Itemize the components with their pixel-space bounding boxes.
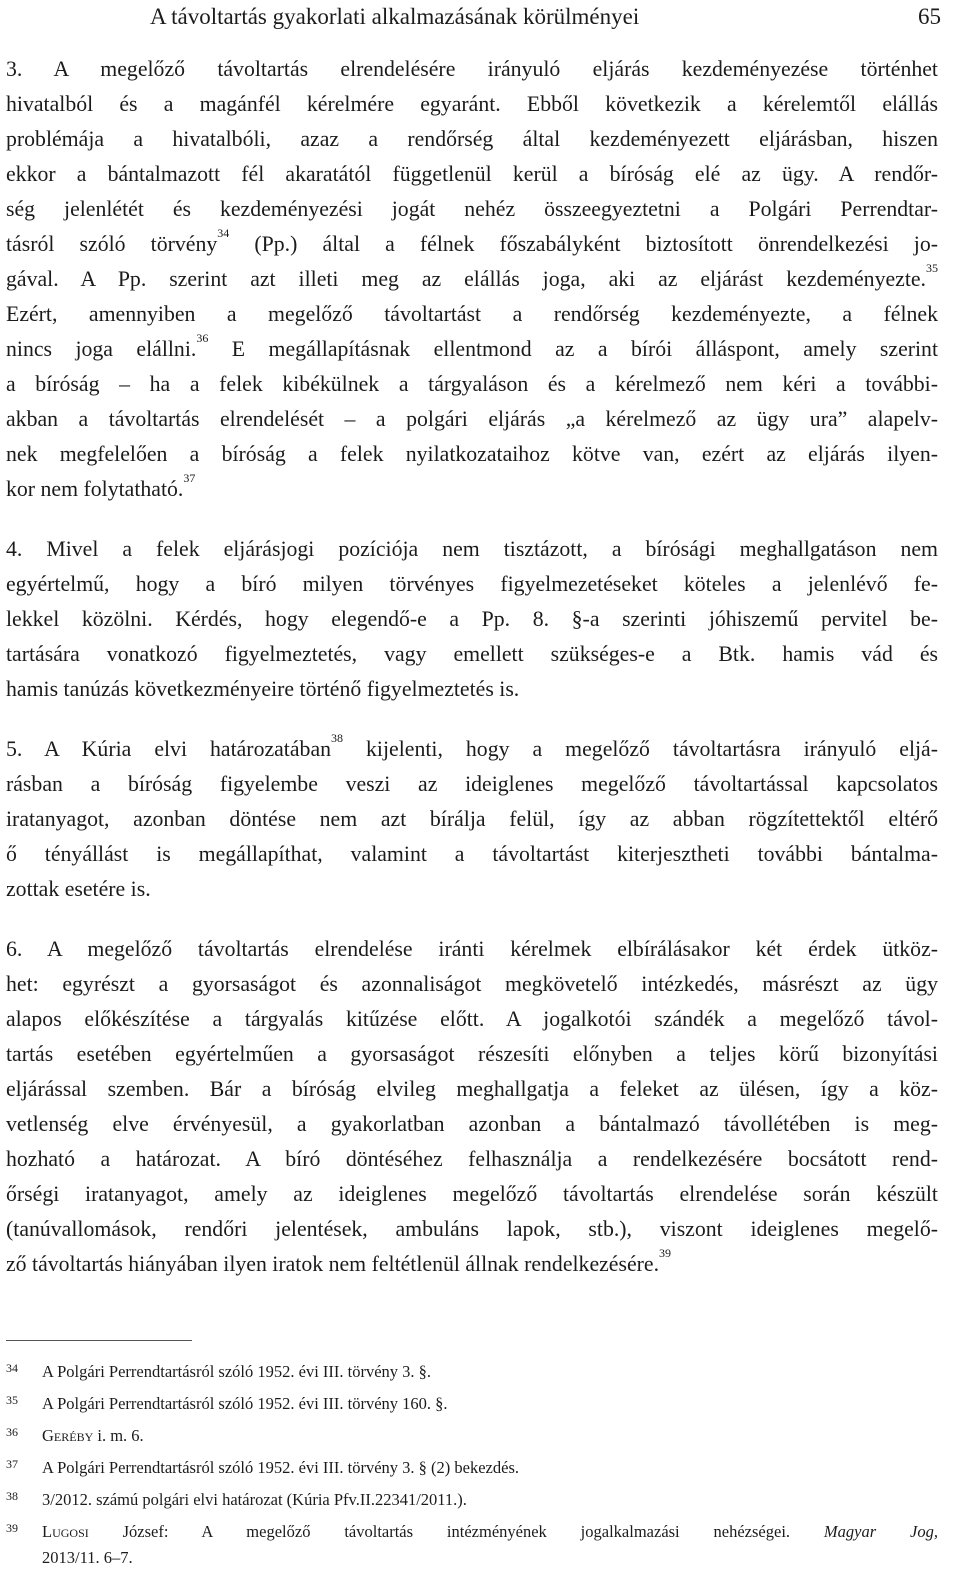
journal-title: Magyar Jog, — [823, 1522, 938, 1541]
footnote-text-span: József: A megelőző távoltartás intézményének jogalkalmazási nehézségei. — [88, 1522, 791, 1541]
text-line: (tanúvallomások, rendőri jelentések, ambuláns lapok, stb.), viszont ideiglenes megelő- — [6, 1217, 938, 1241]
footnote-number: 34 — [6, 1361, 18, 1375]
footnote-text: A Polgári Perrendtartásról szóló 1952. évi III. törvény 3. § (2) bekezdés. — [42, 1458, 519, 1477]
footnote — [6, 1424, 938, 1448]
footnote-separator — [6, 1340, 192, 1341]
text-span: kijelenti, hogy a megelőző távoltartásra irányuló eljá- — [366, 737, 938, 761]
footnote-ref[interactable]: 36 — [196, 331, 209, 345]
page-number: 65 — [918, 4, 941, 29]
footnote — [6, 1392, 938, 1416]
text-span: E megállapításnak ellentmond az a bírói álláspont, amely szerint — [231, 337, 939, 361]
running-title: A távoltartás gyakorlati alkalmazásának körülményei — [150, 4, 640, 29]
text-span: 5. A Kúria elvi határozatában — [6, 737, 332, 761]
footnote — [6, 1360, 938, 1384]
footnote-continuation — [6, 1546, 938, 1570]
footnote-author: Geréby — [42, 1426, 94, 1445]
text-line: problémája a hivatalbóli, azaz a rendőrség által kezdeményezett eljárásban, hiszen — [6, 127, 938, 151]
footnote-number: 35 — [6, 1393, 18, 1407]
text-line: het: egyrészt a gyorsaságot és azonnaliságot megkövetelő intézkedés, másrészt az ügy — [6, 972, 938, 996]
text-line: tartására vonatkozó figyelmeztetés, vagy emellett szükséges-e a Btk. hamis vád és — [6, 642, 938, 666]
text-span: kor nem folytatható. — [6, 477, 184, 501]
text-line: vetlenség elve érvényesül, a gyakorlatban azonban a bántalmazó távollétében is meg- — [6, 1112, 938, 1136]
footnote-number: 39 — [6, 1521, 18, 1535]
footnote-ref[interactable]: 39 — [659, 1246, 672, 1260]
footnote — [6, 1456, 938, 1480]
footnote-text: A Polgári Perrendtartásról szóló 1952. évi III. törvény 160. §. — [42, 1394, 448, 1413]
text-line: iratanyagot, azonban döntése nem azt bírálja felül, így az abban rögzítettektől eltérő — [6, 807, 938, 831]
text-line: alapos előkészítése a tárgyalás kitűzése előtt. A jogalkotói szándék a megelőző távol- — [6, 1007, 938, 1031]
text-line: 3. A megelőző távoltartás elrendelésére irányuló eljárás kezdeményezése történhet — [6, 57, 938, 81]
text-line: hamis tanúzás következményeire történő figyelmeztetés is. — [6, 677, 520, 701]
text-span: nincs joga elállni. — [6, 337, 197, 361]
footnote-ref[interactable]: 34 — [217, 226, 230, 240]
text-line — [6, 331, 939, 364]
text-line: akban a távoltartás elrendelését – a polgári eljárás „a kérelmező az ügy ura” alapelv- — [6, 407, 938, 431]
footnote-text: 3/2012. számú polgári elvi határozat (Kúria Pfv.II.22341/2011.). — [42, 1490, 467, 1509]
text-line: rásban a bíróság figyelembe veszi az ideiglenes megelőző távoltartással kapcsolatos — [6, 772, 938, 796]
footnote-author: Lugosi — [42, 1522, 89, 1541]
text-span: ző távoltartás hiányában ilyen iratok nem feltétlenül állnak rendelkezésére. — [6, 1252, 660, 1276]
text-line — [6, 261, 938, 294]
footnote-ref[interactable]: 38 — [331, 731, 344, 745]
text-line: ség jelenlétét és kezdeményezési jogát nehéz összeegyeztetni a Polgári Perrendtar- — [6, 197, 938, 221]
text-line: Ezért, amennyiben a megelőző távoltartást a rendőrség kezdeményezte, a félnek — [6, 302, 938, 326]
text-line — [6, 1246, 938, 1279]
text-line — [6, 731, 938, 764]
text-span: gával. A Pp. szerint azt illeti meg az elállás joga, aki az eljárást kezdeményezte. — [6, 267, 926, 291]
footnote-ref[interactable]: 35 — [926, 261, 938, 275]
footnote-text-span: i. m. 6. — [93, 1426, 144, 1445]
text-line: zottak esetére is. — [6, 877, 151, 901]
text-line — [6, 471, 938, 504]
text-line: egyértelmű, hogy a bíró milyen törvényes figyelmezetéseket köteles a jelenlévő fe- — [6, 572, 938, 596]
text-line: 4. Mivel a felek eljárásjogi pozíciója nem tisztázott, a bírósági meghallgatáson nem — [6, 537, 938, 561]
text-line: ekkor a bántalmazott fél akaratától függetlenül kerül a bíróság elé az ügy. A rendőr- — [6, 162, 938, 186]
text-line: eljárással szemben. Bár a bíróság elvileg meghallgatja a feleket az ülésen, így a köz- — [6, 1077, 938, 1101]
footnote-text — [42, 1520, 938, 1544]
footnote-ref[interactable]: 37 — [183, 471, 196, 485]
footnote-number: 37 — [6, 1457, 18, 1471]
text-line: a bíróság – ha a felek kibékülnek a tárgyaláson és a kérelmező nem kéri a további- — [6, 372, 938, 396]
footnote-text — [42, 1424, 938, 1448]
footnote-number: 38 — [6, 1489, 18, 1503]
footnote-number: 36 — [6, 1425, 18, 1439]
text-line: hivatalból és a magánfél kérelmére egyaránt. Ebből következik a kérelemtől elállás — [6, 92, 938, 116]
text-line: hozható a határozat. A bíró döntéséhez felhasználja a rendelkezésére bocsátott rend- — [6, 1147, 938, 1171]
text-line: ő tényállást is megállapíthat, valamint a távoltartást kiterjesztheti további bántalma- — [6, 842, 938, 866]
footnote-text: A Polgári Perrendtartásról szóló 1952. évi III. törvény 3. §. — [42, 1362, 432, 1381]
text-line: őrségi iratanyagot, amely az ideiglenes megelőző távoltartás elrendelése során készült — [6, 1182, 938, 1206]
running-header — [150, 2, 955, 32]
text-line — [6, 226, 939, 259]
text-line: nek megfelelően a bíróság a felek nyilatkozataihoz kötve van, ezért az eljárás ilyen- — [6, 442, 938, 466]
footnote — [6, 1520, 938, 1544]
footnote-text: 2013/11. 6–7. — [42, 1548, 133, 1567]
text-line: 6. A megelőző távoltartás elrendelése iránti kérelmek elbírálásakor két érdek ütköz- — [6, 937, 938, 961]
text-line: lekkel közölni. Kérdés, hogy elegendő-e a Pp. 8. §-a szerinti jóhiszemű pervitel be- — [6, 607, 938, 631]
text-span: tásról szóló törvény — [6, 232, 218, 256]
footnote — [6, 1488, 938, 1512]
text-line: tartás esetében egyértelműen a gyorsaságot részesíti előnyben a teljes körű bizonyítási — [6, 1042, 938, 1066]
text-span: (Pp.) által a félnek főszabályként biztosított önrendelkezési jo- — [254, 232, 939, 256]
